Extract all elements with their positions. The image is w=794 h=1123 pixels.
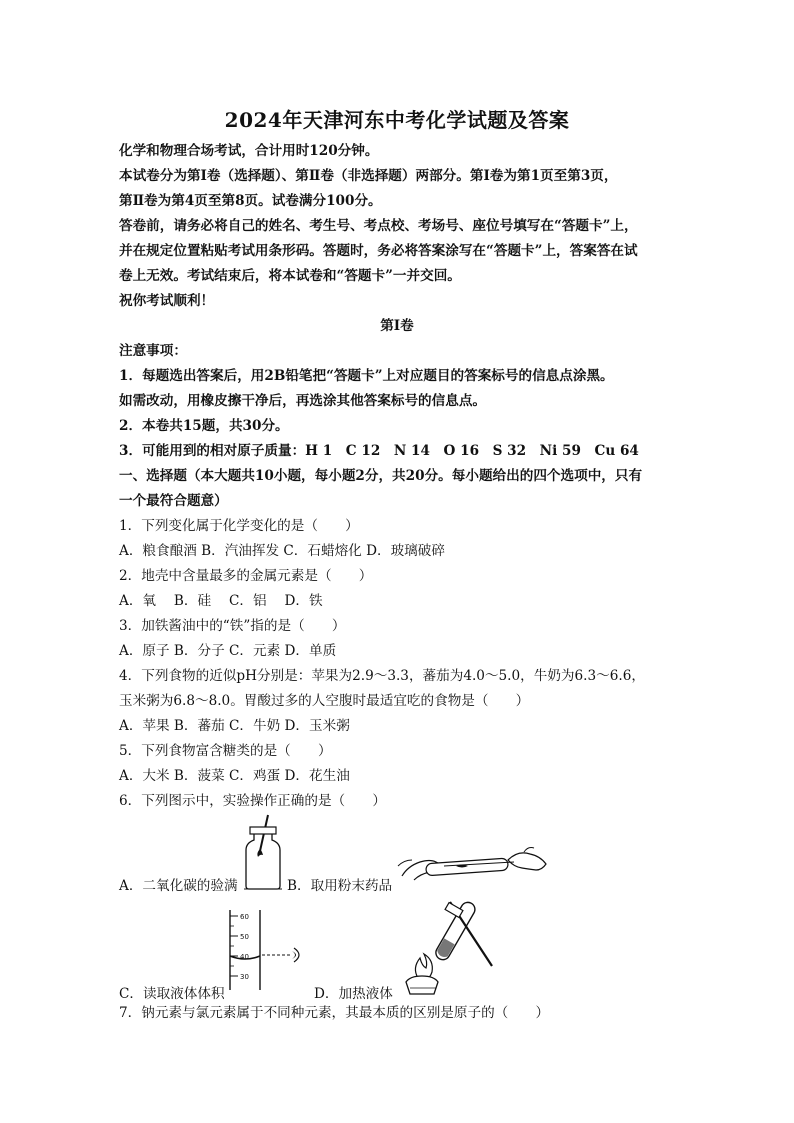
figure-co2-test xyxy=(238,813,288,891)
part-heading-2: 一个最符合题意） xyxy=(119,493,228,509)
tick-50: 50 xyxy=(240,933,249,941)
tick-60: 60 xyxy=(240,913,249,921)
figure-heating-liquid xyxy=(396,896,498,996)
section-title: 第Ⅰ卷 xyxy=(380,318,414,334)
q3-options: A．原子 B．分子 C．元素 D．单质 xyxy=(119,643,337,659)
intro-line-6: 卷上无效。考试结束后，将本试卷和“答题卡”一并交回。 xyxy=(119,268,461,284)
q2-stem: 2．地壳中含量最多的金属元素是（ ） xyxy=(119,568,373,584)
note-1b: 如需改动，用橡皮擦干净后，再选涂其他答案标号的信息点。 xyxy=(119,393,487,409)
page-title: 2024年天津河东中考化学试题及答案 xyxy=(224,108,570,132)
q1-options: A．粮食酿酒 B．汽油挥发 C．石蜡熔化 D．玻璃破碎 xyxy=(119,543,445,559)
tick-30: 30 xyxy=(240,973,249,981)
intro-line-5: 并在规定位置粘贴考试用条形码。答题时，务必将答案涂写在“答题卡”上，答案答在试 xyxy=(119,243,638,259)
intro-line-4: 答卷前，请务必将自己的姓名、考生号、考点校、考场号、座位号填写在“答题卡”上， xyxy=(119,218,638,234)
q3-stem: 3．加铁酱油中的“铁”指的是（ ） xyxy=(119,618,346,634)
q6-option-a: A．二氧化碳的验满 xyxy=(119,878,238,894)
q7-stem: 7．钠元素与氯元素属于不同种元素，其最本质的区别是原子的（ ） xyxy=(119,1005,550,1021)
intro-line-7: 祝你考试顺利！ xyxy=(119,293,215,309)
q5-options: A．大米 B．菠菜 C．鸡蛋 D．花生油 xyxy=(119,768,350,784)
note-1: 1．每题选出答案后，用2B铅笔把“答题卡”上对应题目的答案标号的信息点涂黑。 xyxy=(119,368,614,384)
tick-40: 40 xyxy=(240,953,249,961)
note-3: 3．可能用到的相对原子质量：H 1 C 12 N 14 O 16 S 32 Ni 59 Cu 64 xyxy=(119,443,639,459)
intro-line-2: 本试卷分为第Ⅰ卷（选择题）、第Ⅱ卷（非选择题）两部分。第Ⅰ卷为第1页至第3页， xyxy=(119,168,618,184)
q6-option-c: C．读取液体体积 xyxy=(119,986,225,1002)
intro-line-3: 第Ⅱ卷为第4页至第8页。试卷满分100分。 xyxy=(119,193,382,209)
q6-stem: 6．下列图示中，实验操作正确的是（ ） xyxy=(119,793,386,809)
q6-option-b: B．取用粉末药品 xyxy=(287,878,393,894)
figure-powder-test-tube xyxy=(396,836,548,888)
q5-stem: 5．下列食物富含糖类的是（ ） xyxy=(119,743,332,759)
intro-line-1: 化学和物理合场考试，合计用时120分钟。 xyxy=(119,143,379,159)
q4-options: A．苹果 B．蕃茄 C．牛奶 D．玉米粥 xyxy=(119,718,350,734)
figure-graduated-cylinder xyxy=(222,906,314,992)
q4-stem: 4．下列食物的近似pH分别是：苹果为2.9～3.3，蕃茄为4.0～5.0，牛奶为6.3～6.6， xyxy=(119,668,645,684)
q1-stem: 1．下列变化属于化学变化的是（ ） xyxy=(119,518,359,534)
part-heading-1: 一、选择题（本大题共10小题，每小题2分，共20分。每小题给出的四个选项中，只有 xyxy=(119,468,643,484)
q2-options: A．氧 B．硅 C．铝 D．铁 xyxy=(119,593,323,609)
note-2: 2．本卷共15题，共30分。 xyxy=(119,418,289,434)
q4-stem-2: 玉米粥为6.8～8.0。胃酸过多的人空腹时最适宜吃的食物是（ ） xyxy=(119,693,530,709)
notes-title: 注意事项： xyxy=(119,343,187,359)
q6-option-d: D．加热液体 xyxy=(314,986,393,1002)
